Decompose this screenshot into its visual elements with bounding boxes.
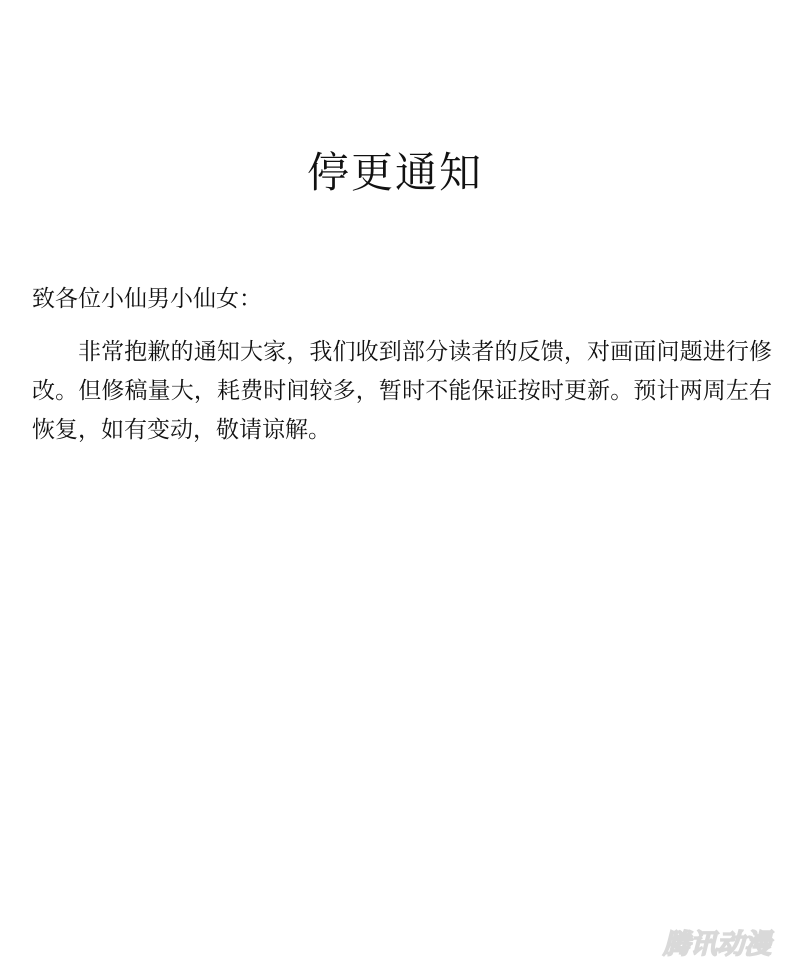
watermark-text: 腾讯动漫 <box>663 929 771 960</box>
tencent-comic-watermark <box>652 925 782 961</box>
notice-body: 非常抱歉的通知大家，我们收到部分读者的反馈，对画面问题进行修改。但修稿量大，耗费时间较多，暂时不能保证按时更新。预计两周左右恢复，如有变动，敬请谅解。 <box>32 339 772 443</box>
page-title: 停更通知 <box>306 148 483 197</box>
greeting-line: 致各位小仙男小仙女： <box>32 286 262 312</box>
